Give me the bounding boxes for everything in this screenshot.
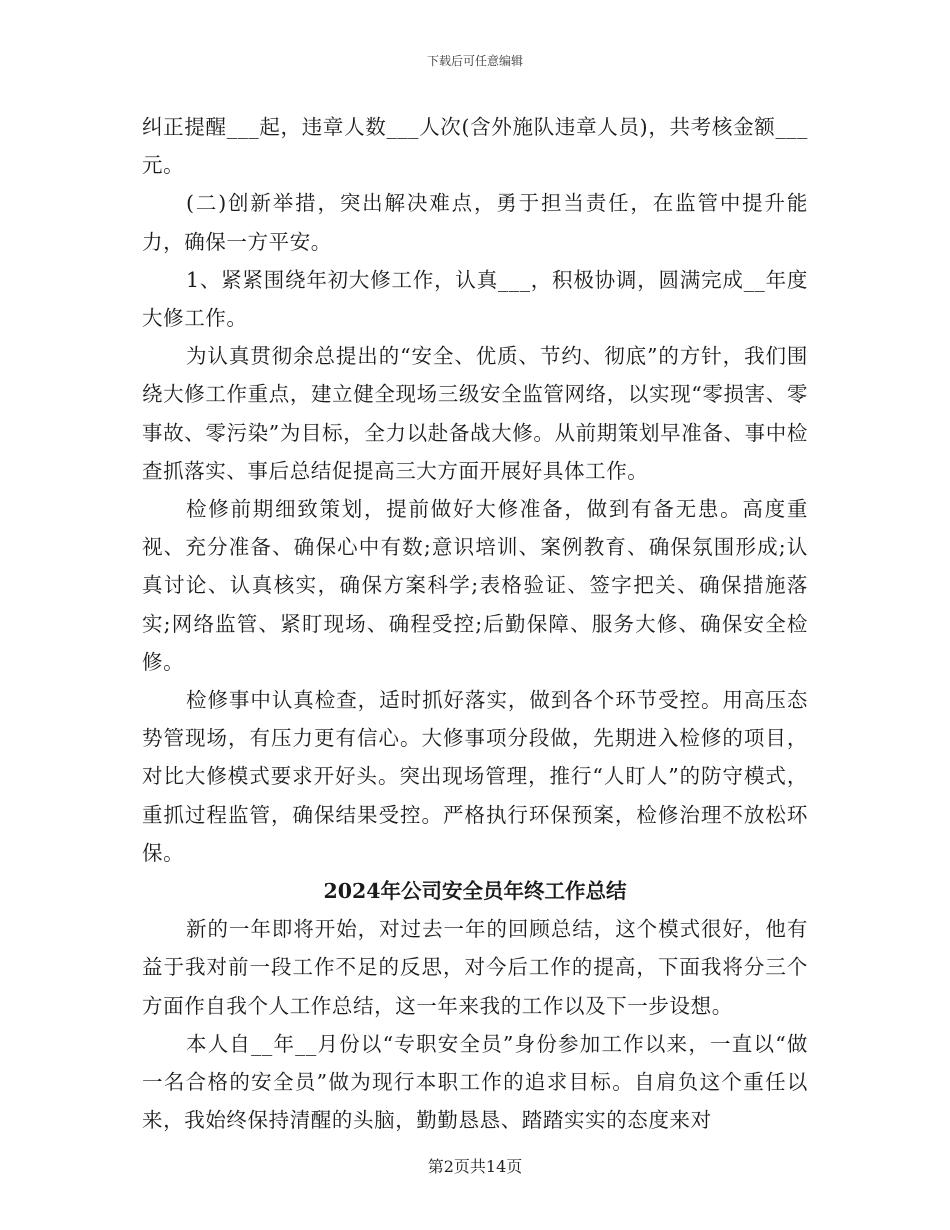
page-footer: 第2页共14页 <box>427 1157 523 1176</box>
section-title: 2024年公司安全员年终工作总结 <box>323 879 627 904</box>
page-header: 下载后可任意编辑 <box>426 54 523 68</box>
paragraph: 检修事中认真检查，适时抓好落实，做到各个环节受控。用高压态势管现场，有压力更有信心。大修事项分段做，先期进入检修的项目，对比大修模式要求开好头。突出现场管理，推行“人盯人”的防守模式，重抓过程监管，确保结果受控。严格执行环保预案，检修治理不放松环保。 <box>142 688 808 865</box>
paragraph: (二)创新举措，突出解决难点，勇于担当责任，在监管中提升能力，确保一方平安。 <box>142 191 808 254</box>
paragraph: 1、紧紧围绕年初大修工作，认真___，积极协调，圆满完成__年度大修工作。 <box>142 267 808 331</box>
document-body <box>142 108 808 1139</box>
paragraph: 为认真贯彻余总提出的“安全、优质、节约、彻底”的方针，我们围绕大修工作重点，建立健全现场三级安全监管网络，以实现“零损害、零事故、零污染”为目标，全力以赴备战大修。从前期策划早准备、事中检查抓落实、事后总结促提高三大方面开展好具体工作。 <box>142 344 808 483</box>
paragraph: 检修前期细致策划，提前做好大修准备，做到有备无患。高度重视、充分准备、确保心中有数;意识培训、案例教育、确保氛围形成;认真讨论、认真核实，确保方案科学;表格验证、签字把关、确保措施落实;网络监管、紧盯现场、确程受控;后勤保障、服务大修、确保安全检修。 <box>142 497 808 674</box>
paragraph: 纠正提醒___起，违章人数___人次(含外施队违章人员)，共考核金额___元。 <box>142 115 808 178</box>
paragraph: 本人自__年__月份以“专职安全员”身份参加工作以来，一直以“做一名合格的安全员”做为现行本职工作的追求目标。自肩负这个重任以来，我始终保持清醒的头脑，勤勤恳恳、踏踏实实的态度来对 <box>142 1031 808 1133</box>
paragraph: 新的一年即将开始，对过去一年的回顾总结，这个模式很好，他有益于我对前一段工作不足的反思，对今后工作的提高，下面我将分三个方面作自我个人工作总结，这一年来我的工作以及下一步设想。 <box>142 917 808 1018</box>
